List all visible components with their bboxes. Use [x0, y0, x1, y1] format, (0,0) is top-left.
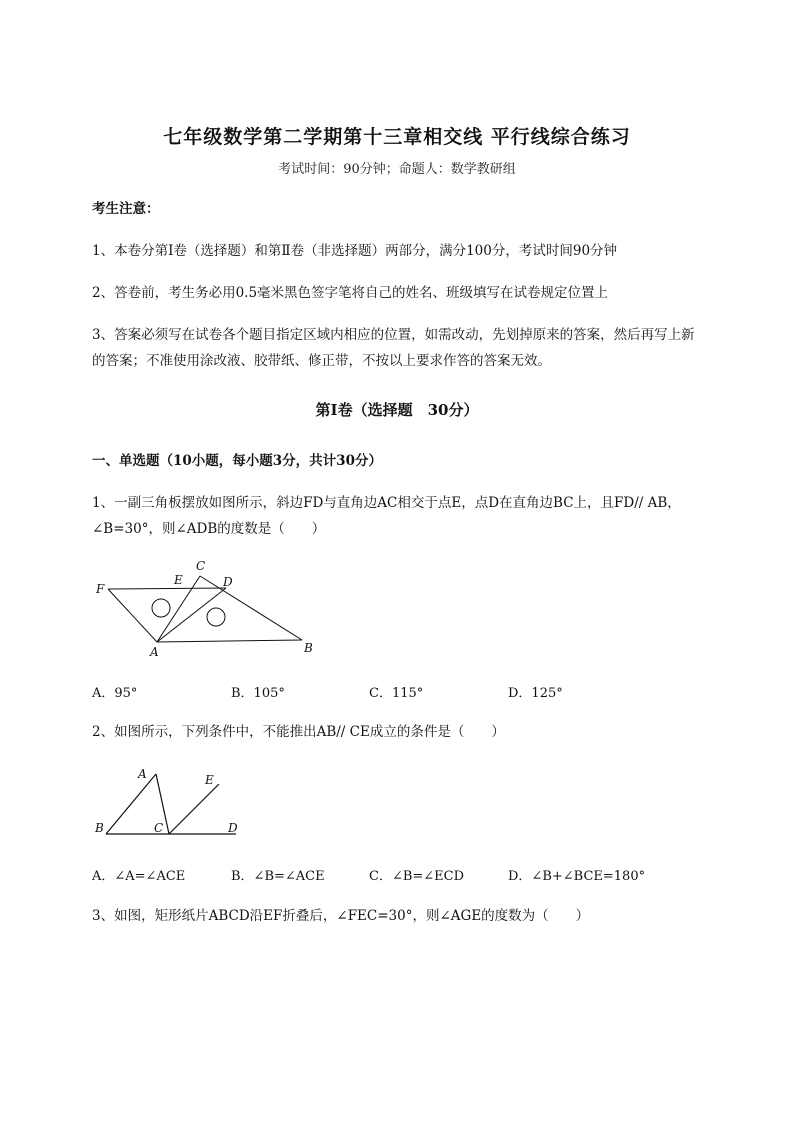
q1-label-C: C [196, 559, 206, 573]
exam-subtitle: 考试时间：90分钟；命题人：数学教研组 [278, 162, 516, 177]
q1-circle-right [207, 608, 225, 626]
q2-text-line-1: 2、如图所示，下列条件中，不能推出AB// CE成立的条件是（ ） [92, 724, 505, 740]
q2-label-D: D [228, 821, 238, 835]
q1-label-F: F [96, 582, 105, 596]
q1-label-B: B [304, 641, 313, 655]
note-item-2: 2、答卷前，考生务必用0.5毫米黑色签字笔将自己的姓名、班级填写在试卷规定位置上 [92, 285, 609, 301]
q2-options [92, 865, 752, 887]
q1-label-E: E [174, 573, 183, 587]
q1-option-c[interactable]: C．115° [369, 686, 424, 701]
q1-line-FA [108, 589, 157, 642]
q2-option-a[interactable]: A．∠A=∠ACE [92, 869, 186, 884]
q2-line-CE [169, 784, 219, 834]
q2-option-d[interactable]: D．∠B+∠BCE=180° [508, 869, 646, 884]
q1-figure [90, 556, 330, 662]
q2-label-C: C [154, 821, 164, 835]
q2-line-BA [106, 774, 156, 834]
q1-options [92, 682, 752, 704]
section-title: 第I卷（选择题 30分） [315, 401, 479, 419]
q1-option-a[interactable]: A．95° [92, 686, 138, 701]
q1-option-d[interactable]: D．125° [508, 686, 563, 701]
q2-figure [90, 762, 250, 842]
q2-option-c[interactable]: C．∠B=∠ECD [369, 869, 465, 884]
q2-label-B: B [95, 821, 104, 835]
exam-title: 七年级数学第二学期第十三章相交线 平行线综合练习 [163, 126, 631, 148]
q2-label-E: E [205, 773, 214, 787]
q2-option-b[interactable]: B．∠B=∠ACE [231, 869, 325, 884]
note-item-3-line-2: 的答案；不准使用涂改液、胶带纸、修正带，不按以上要求作答的答案无效。 [92, 353, 551, 369]
q1-line-FD [108, 588, 226, 589]
q1-text-line-2: ∠B=30°，则∠ADB的度数是（ ） [92, 521, 326, 537]
q1-label-D: D [223, 575, 233, 589]
q1-text-line-1: 1、一副三角板摆放如图所示，斜边FD与直角边AC相交于点E，点D在直角边BC上，且FD// AB， [92, 495, 681, 511]
part-heading: 一、单选题（10小题，每小题3分，共计30分） [92, 453, 382, 469]
q1-line-AB [157, 640, 302, 642]
q3-text-line-1: 3、如图，矩形纸片ABCD沿EF折叠后，∠FEC=30°，则∠AGE的度数为（ ） [92, 908, 590, 924]
q1-option-b[interactable]: B．105° [231, 686, 285, 701]
note-item-1: 1、本卷分第I卷（选择题）和第Ⅱ卷（非选择题）两部分，满分100分，考试时间90分钟 [92, 243, 618, 259]
q2-label-A: A [138, 767, 147, 781]
note-item-3-line-1: 3、答案必须写在试卷各个题目指定区域内相应的位置，如需改动，先划掉原来的答案，然后再写上新 [92, 327, 695, 343]
q1-circle-left [152, 599, 170, 617]
q1-label-A: A [150, 645, 159, 659]
notes-heading: 考生注意： [92, 201, 160, 217]
